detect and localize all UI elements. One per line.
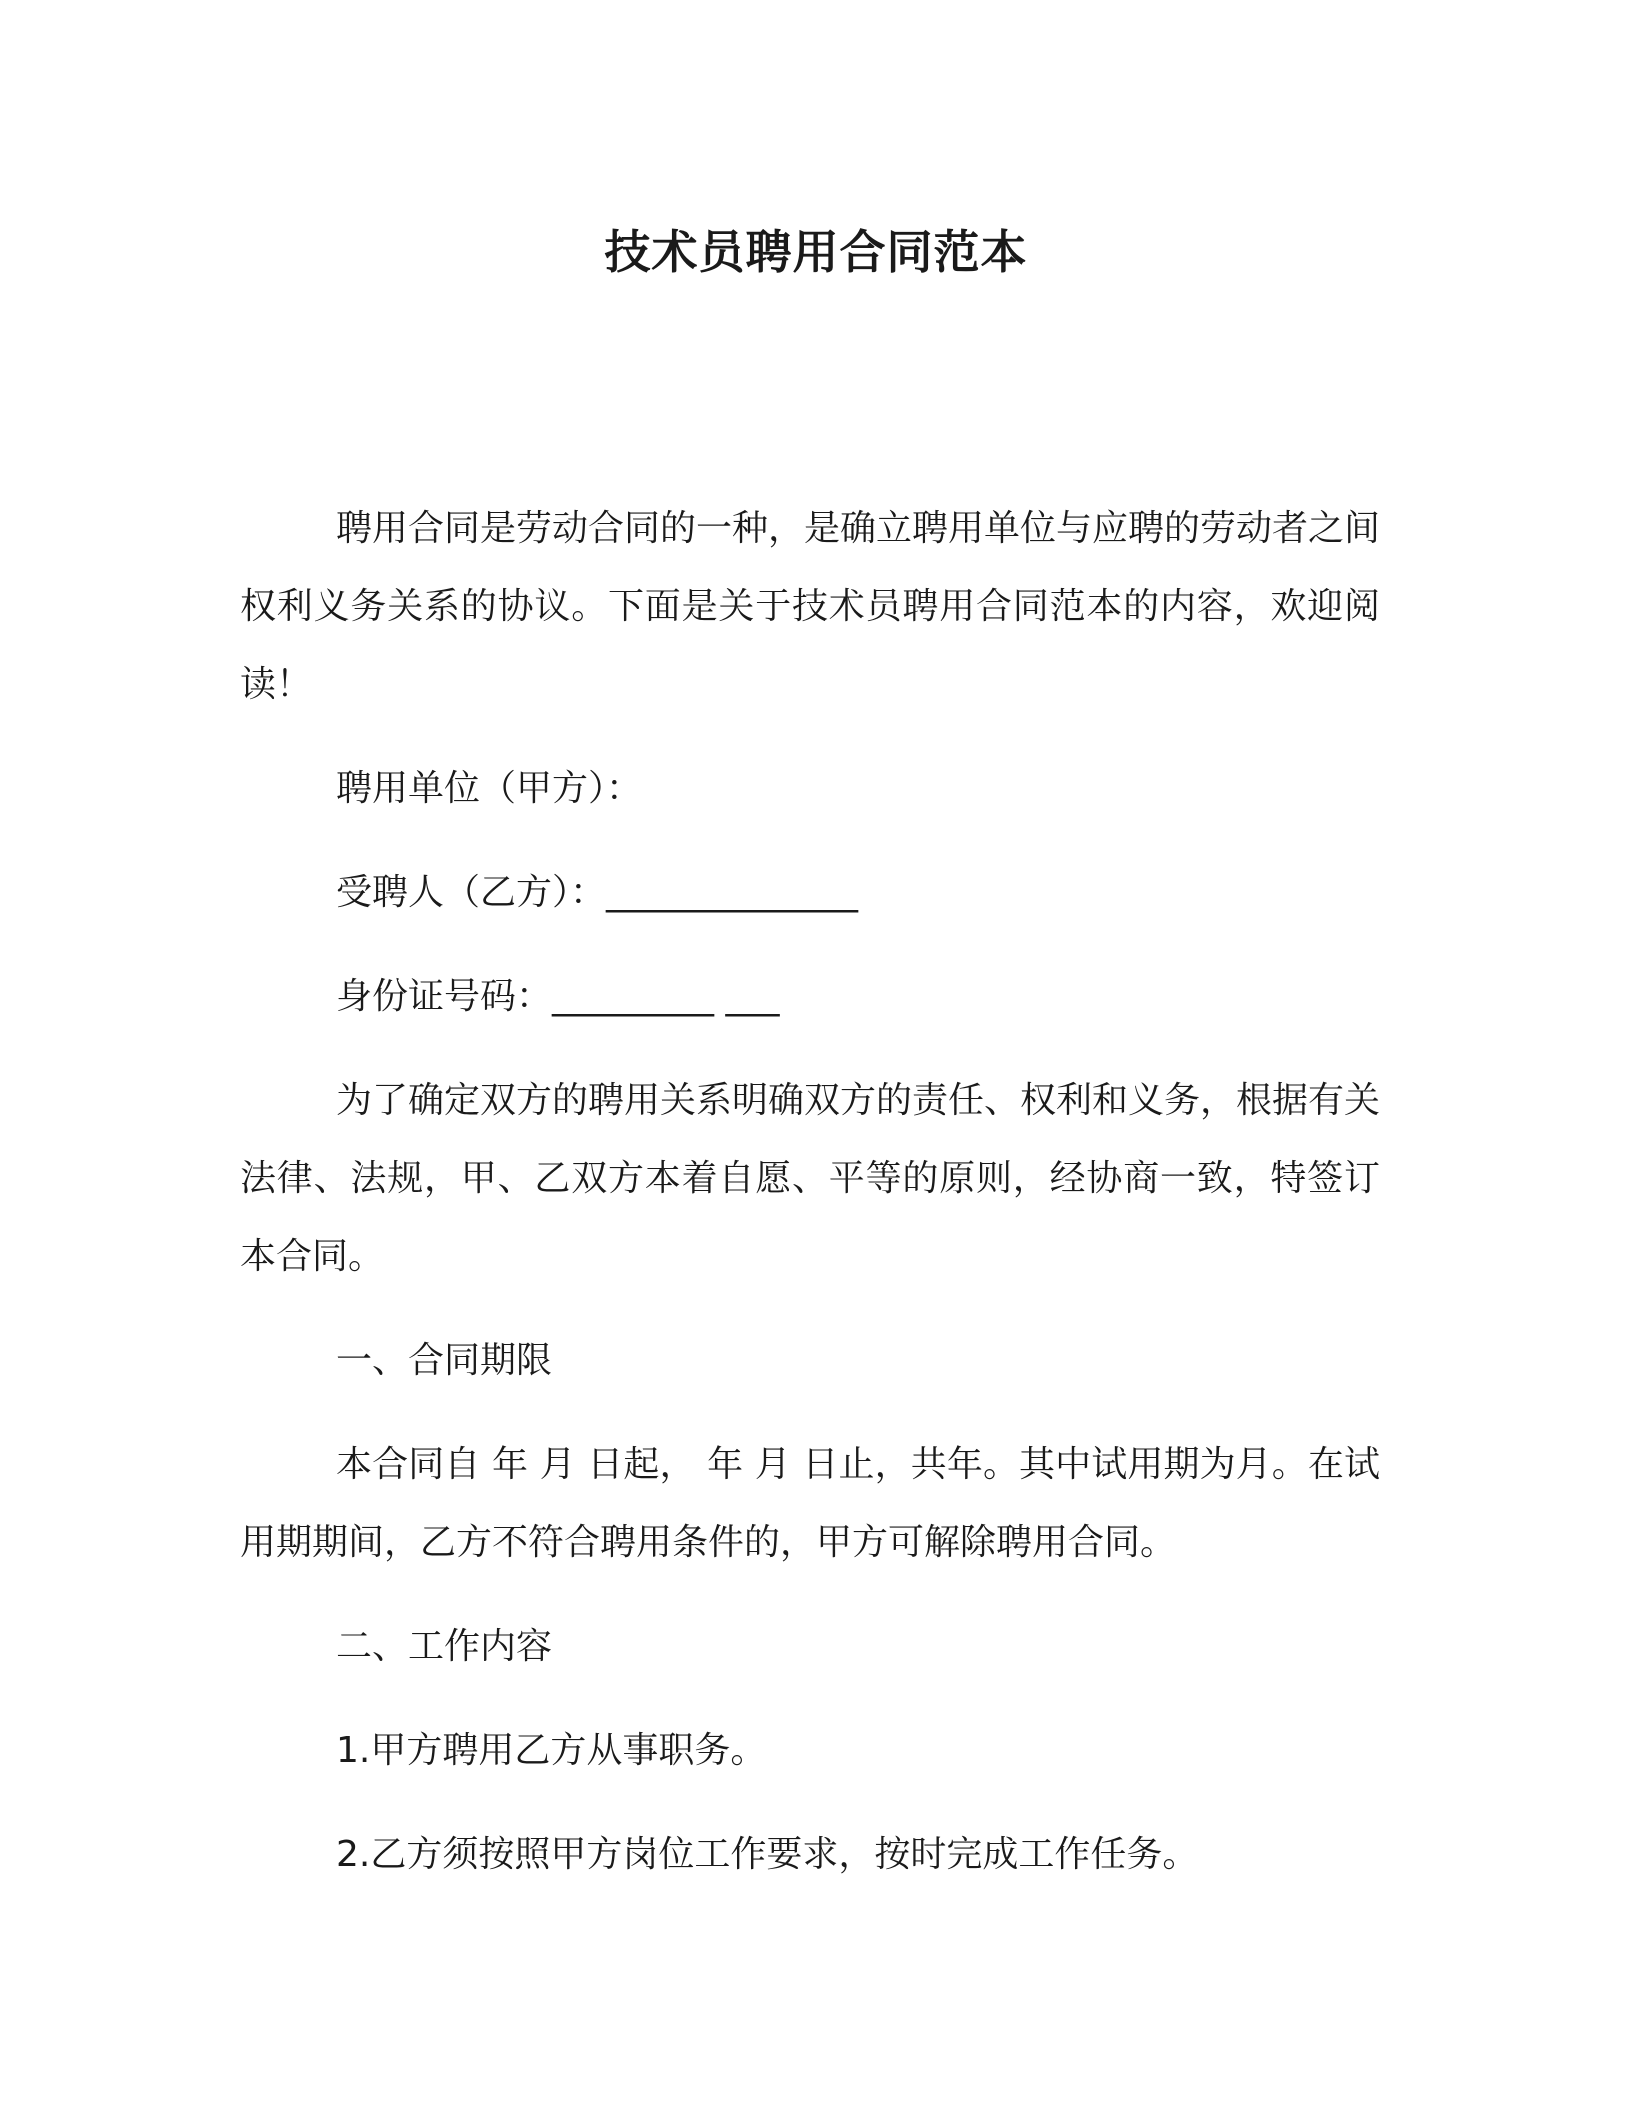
section-2-item-1: 1.甲方聘用乙方从事职务。: [336, 1730, 767, 1771]
id-number-field: 身份证号码：_________ ___: [336, 976, 780, 1017]
document-body: [240, 490, 1380, 1920]
section-1-heading: 一、合同期限: [336, 1340, 553, 1381]
intro-paragraph: 聘用合同是劳动合同的一种，是确立聘用单位与应聘的劳动者之间权利义务关系的协议。下面是关于技术员聘用合同范本的内容，欢迎阅读！: [240, 508, 1381, 705]
section-2-heading: 二、工作内容: [336, 1626, 553, 1667]
party-b-field: 受聘人（乙方）：______________: [336, 872, 859, 913]
section-1-body: 本合同自 年 月 日起， 年 月 日止，共年。其中试用期为月。在试用期期间，乙方不符合聘用条件的，甲方可解除聘用合同。: [240, 1444, 1380, 1563]
section-2-item-2: 2.乙方须按照甲方岗位工作要求，按时完成工作任务。: [336, 1834, 1199, 1875]
party-a-field: 聘用单位（甲方）：: [336, 768, 643, 809]
document-title: 技术员聘用合同范本: [604, 225, 1028, 279]
purpose-paragraph: 为了确定双方的聘用关系明确双方的责任、权利和义务，根据有关法律、法规，甲、乙双方本着自愿、平等的原则，经协商一致，特签订本合同。: [240, 1080, 1381, 1277]
